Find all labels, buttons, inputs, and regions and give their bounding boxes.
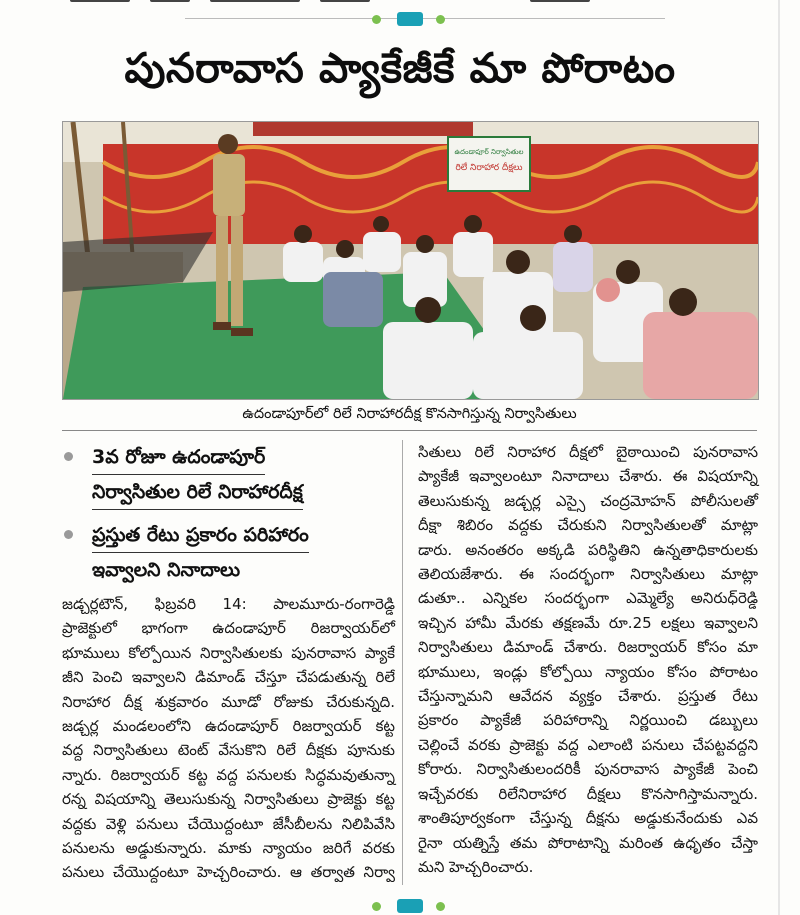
article-line: తెలుసుకున్న జడ్చర్ల ఎస్సై చంద్రమోహన్ పోలీసులతో: [418, 491, 758, 510]
bullet-dot-icon: [64, 530, 73, 539]
article-line: నిర్వాసితులు డిమాండ్ చేశారు. రిజర్వాయర్ కోసం మా: [418, 638, 758, 657]
bullet-dot-icon: [64, 452, 73, 461]
article-line: ప్రాజెక్టులో భాగంగా ఉదండాపూర్ రిజర్వాయర్‌లో: [62, 619, 395, 638]
article-line: వద్దకు వెళ్లి పనులు చేయొద్దంటూ జేసీబీలను నిలిపివేసి: [62, 814, 395, 833]
column-divider: [402, 440, 403, 885]
article-line: భూములు కోల్పోయిన నిర్వాసితులకు పునరావాస ప్యాకే: [62, 643, 395, 662]
article-line: మని హెచ్చరించారు.: [418, 857, 534, 876]
article-line: వద్ద నిర్వాసితులు టెంట్ వేసుకొని రిలే దీక్షకు పూనుకు: [62, 741, 395, 760]
bottom-ornament: [368, 898, 458, 914]
article-line: జడ్చర్ల మండలంలోని ఉదండాపూర్ రిజర్వాయర్ కట్ట: [62, 717, 395, 736]
bullet-item: [62, 518, 392, 587]
article-line: రన్న విషయాన్ని తెలుసుకున్న నిర్వాసితులు ప్రాజెక్టు కట్ట: [62, 790, 395, 809]
photo-caption: ఉదండాపూర్‌లో రిలే నిరాహారదీక్ష కొనసాగిస్తున్న నిర్వాసితులు: [242, 406, 577, 422]
bullet-item: [62, 440, 392, 510]
article-line: దీక్షా శిబిరం వద్దకు చేరుకుని నిర్వాసితులతో మాట్లా: [418, 516, 758, 535]
bullet-line: ప్రస్తుత రేటు ప్రకారం పరిహారం: [92, 518, 309, 553]
article-line: న్నారు. రిజర్వాయర్ కట్ట వద్ద పనులకు సిద్ధమవుతున్నా: [62, 765, 395, 784]
article-line: రైనా యత్నిస్తే తమ పోరాటాన్ని మరింత ఉధృతం చేస్తా: [418, 833, 758, 852]
article-line: పనులు చేయొద్దంటూ హెచ్చరించారు. ఆ తర్వాత నిర్వా: [62, 863, 395, 882]
top-ornament: [368, 11, 458, 27]
article-line: ఇచ్చేవరకు రిలేనిరాహార దీక్షలు కొనసాగిస్తామన్నారు.: [418, 784, 758, 803]
highlight-bullets: [62, 440, 392, 595]
article-line: శాంతిపూర్వకంగా చేస్తున్న దీక్షను అడ్డుకునేందుకు ఎవ: [418, 809, 758, 828]
article-line: నిరాహార దీక్ష శుక్రవారం మూడో రోజుకు చేరుకున్నది.: [62, 692, 395, 711]
news-photo: [62, 121, 759, 400]
article-right-column: [418, 440, 758, 879]
headline: పునరావాస ప్యాకేజీకే మా పోరాటం: [124, 44, 676, 92]
article-line: ప్రకారం ప్యాకేజీ పరిహారాన్ని నిర్ణయించి డబ్బులు: [418, 711, 758, 730]
article-line: డారు. అనంతరం అక్కడి పరిస్థితిని ఉన్నతాధికారులకు: [418, 540, 758, 559]
bullet-line: ఇవ్వాలని నినాదాలు: [92, 559, 241, 581]
svg-text:రిలే నిరాహార దీక్షలు: రిలే నిరాహార దీక్షలు: [455, 163, 523, 173]
article-line: డుతూ.. ఎన్నికల సందర్భంగా ఎమ్మెల్యే అనిరుధ్‌రెడ్డి: [418, 589, 758, 608]
caption-divider: [62, 430, 757, 431]
article-line: జీని పెంచి ఇవ్వాలని డిమాండ్ చేస్తూ చేపడుతున్న రిలే: [62, 668, 395, 687]
brand-mark-icon: [397, 899, 423, 913]
article-line: కోరారు. నిర్వాసితులందరికీ పునరావాస ప్యాకేజీ పెంచి: [418, 760, 758, 779]
article-line: జడ్చర్లటౌన్, ఫిబ్రవరి 14: పాలమూరు-రంగారెడ్డి: [62, 595, 395, 613]
article-line: భూములు, ఇండ్లు కోల్పోయి న్యాయం కోసం పోరాటం: [418, 662, 758, 681]
article-line: చేస్తున్నామని ఆవేదన వ్యక్తం చేశారు. ప్రస్తుత రేటు: [418, 687, 758, 706]
article-line: పనులను అడ్డుకున్నారు. మాకు న్యాయం జరిగే వరకు: [62, 839, 395, 858]
article-line: ప్యాకేజీ ఇవ్వాలంటూ నినాదాలు చేశారు. ఈ విషయాన్ని: [418, 467, 758, 486]
bullet-line: 3వ రోజూ ఉదండాపూర్: [92, 440, 265, 475]
article-line: తెలియజేశారు. ఈ సందర్భంగా నిర్వాసితులు మాట్లా: [418, 565, 758, 584]
page-edge: [778, 0, 780, 915]
article-line: ఇచ్చిన హామీ మేరకు తక్షణమే రూ.25 లక్షలు ఇవ్వాలని: [418, 613, 758, 632]
article-line: సితులు రిలే నిరాహార దీక్షలో బైఠాయించి పునరావాస: [418, 443, 758, 461]
svg-text:ఉదండాపూర్ నిర్వాసితుల: ఉదండాపూర్ నిర్వాసితుల: [454, 148, 524, 156]
bullet-line: నిర్వాసితుల రిలే నిరాహారదీక్ష: [92, 475, 303, 510]
article-left-column: [62, 592, 395, 885]
article-line: చెల్లించే వరకు ప్రాజెక్టు వద్ద ఎలాంటి పనులు చేపట్టవద్దని: [418, 735, 758, 754]
cropped-previous-text: [60, 0, 620, 6]
brand-mark-icon: [397, 12, 423, 26]
